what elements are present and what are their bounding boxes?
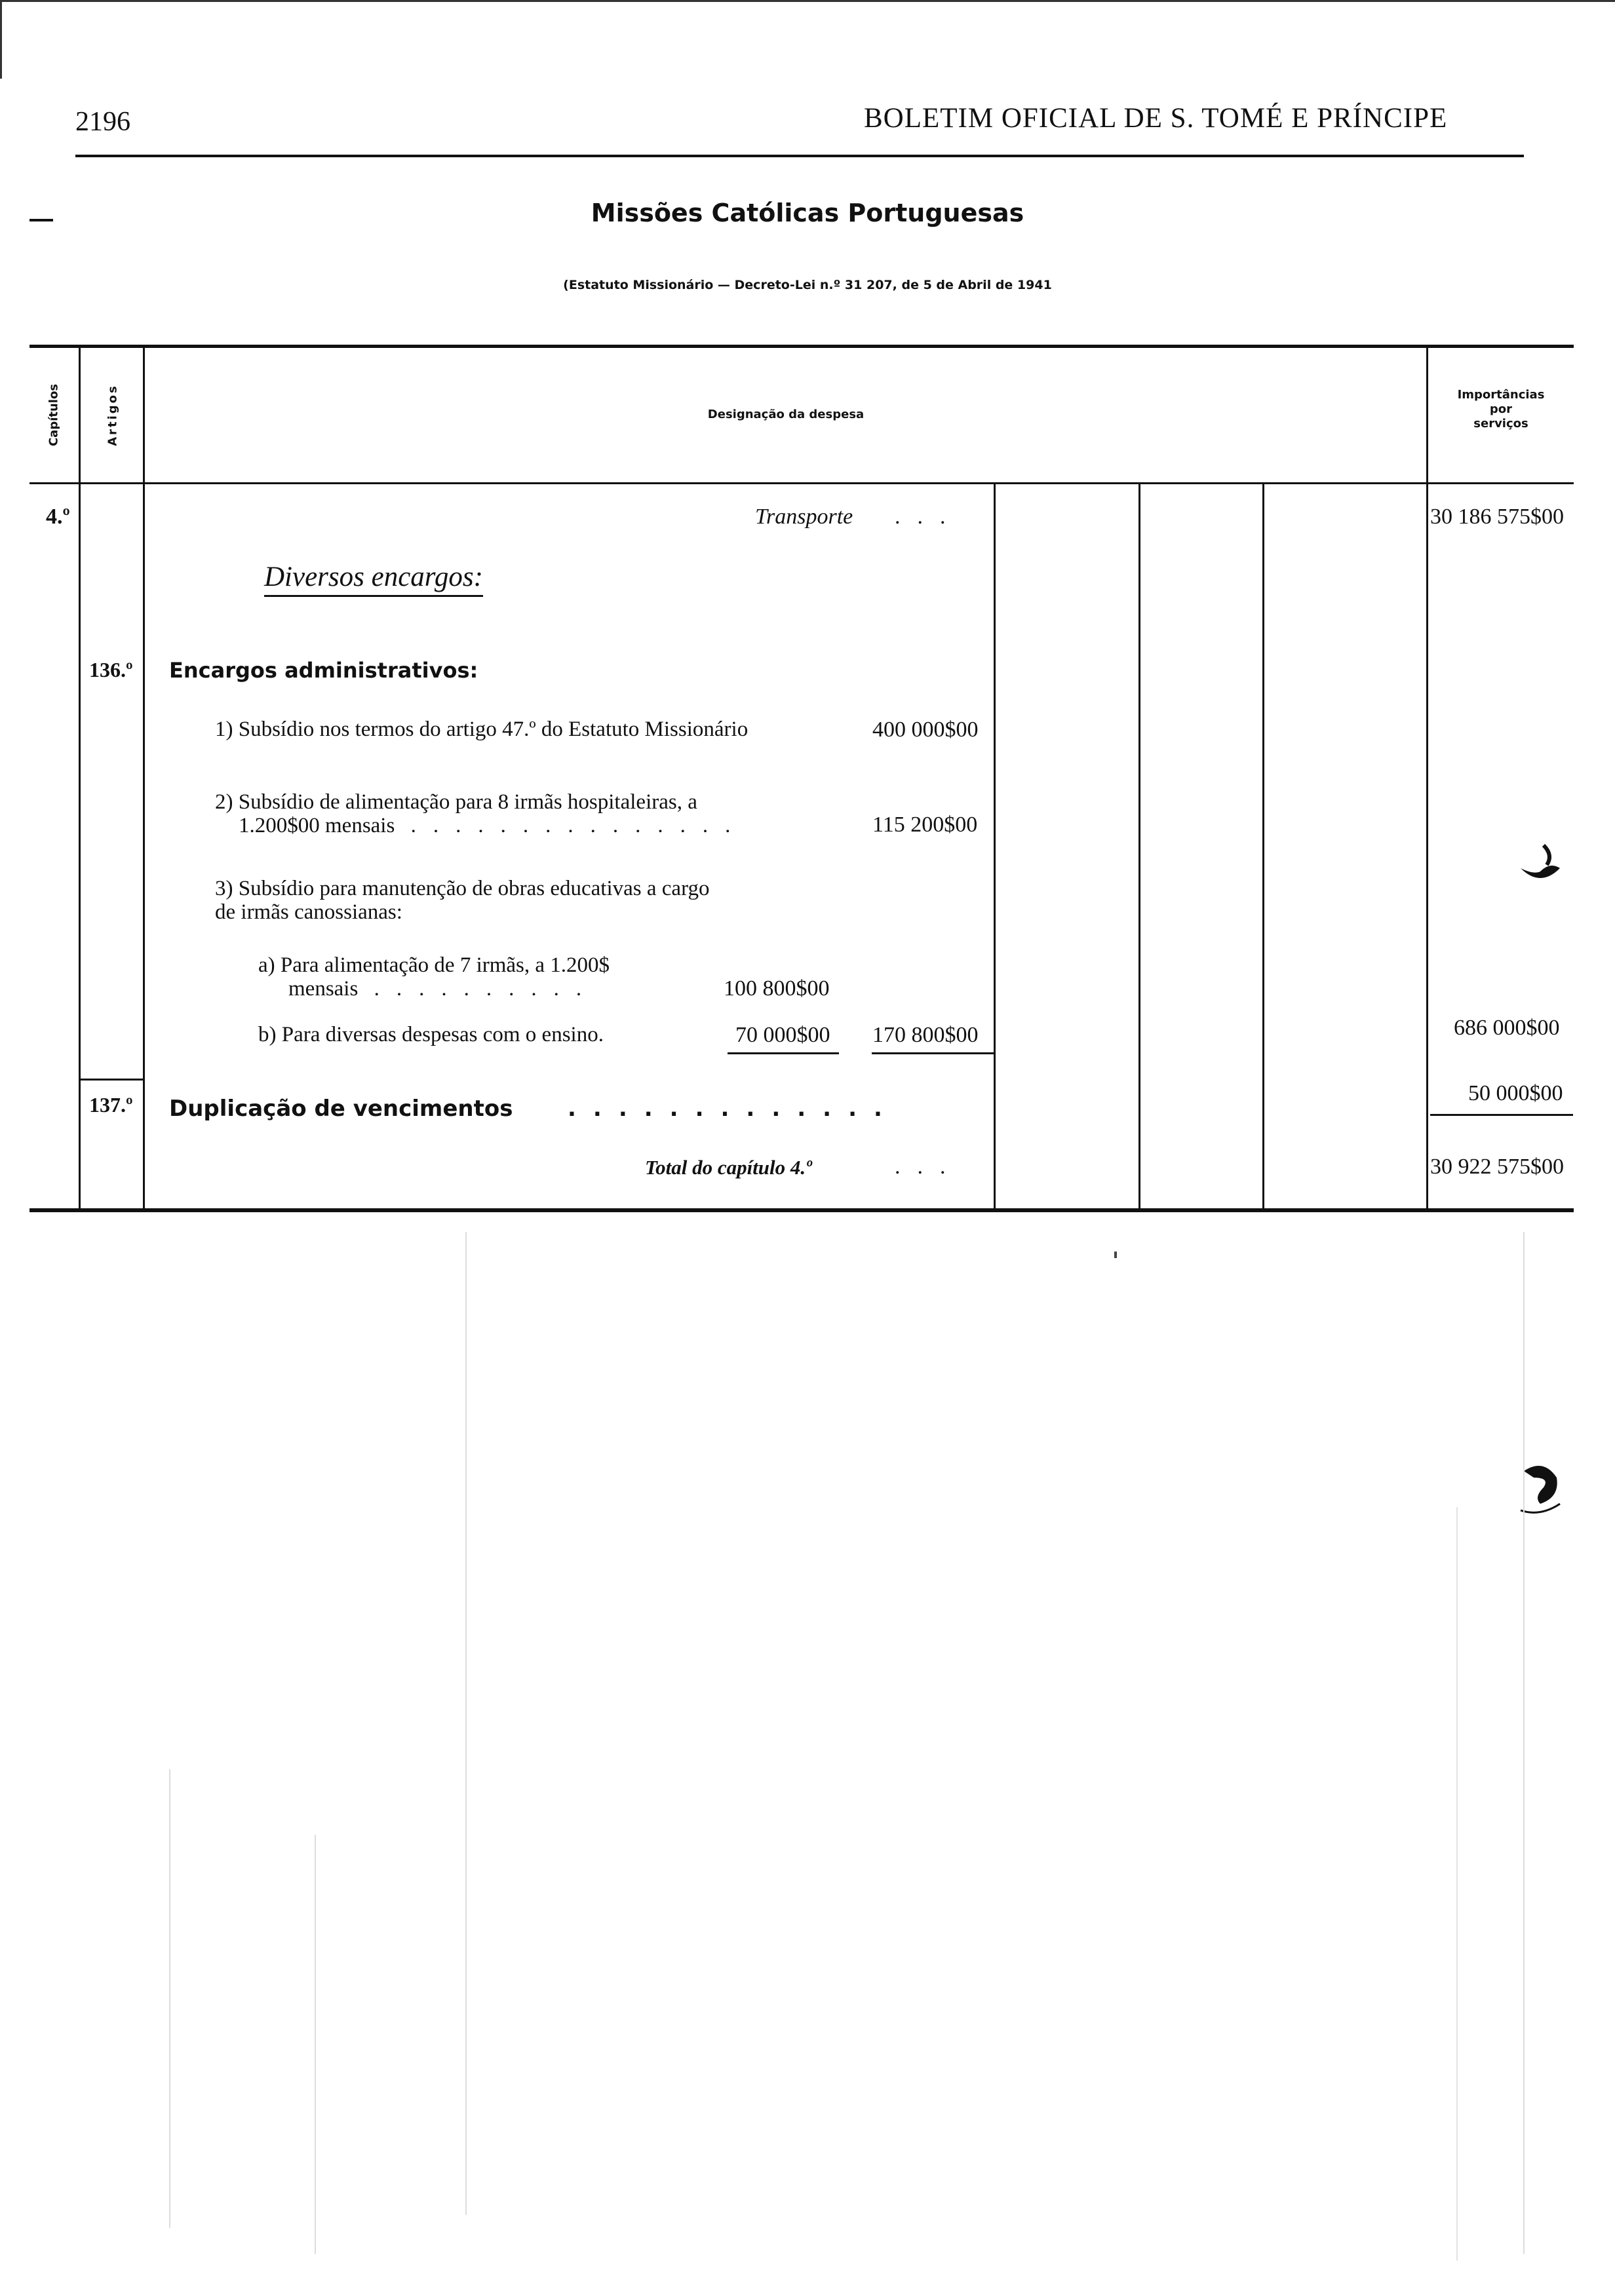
scan-streak	[315, 1835, 316, 2254]
section-subtitle: (Estatuto Missionário — Decreto-Lei n.º 31 207, de 5 de Abril de 1941	[563, 278, 1052, 292]
scan-streak	[169, 1769, 170, 2228]
total-value: 30 922 575$00	[1430, 1155, 1564, 1179]
margin-dash	[29, 219, 53, 221]
item1-value: 400 000$00	[872, 718, 979, 742]
scan-dot	[1114, 1252, 1117, 1258]
artigo-137-value: 50 000$00	[1468, 1081, 1563, 1105]
scan-streak	[1456, 1507, 1458, 2261]
artigo-137-underline	[1430, 1114, 1573, 1116]
item3a-text	[258, 953, 610, 1001]
header-importancias-line2: por	[1489, 402, 1513, 416]
page-number: 2196	[75, 107, 130, 137]
table-bottom-rule	[29, 1208, 1574, 1212]
header-artigos: Artigos	[106, 384, 120, 446]
total-label: Total do capítulo 4.º	[645, 1156, 812, 1179]
item2-line2: 1.200$00 mensais	[239, 814, 395, 837]
item3-line2: de irmãs canossianas:	[215, 900, 402, 924]
section-title: Missões Católicas Portuguesas	[591, 199, 1024, 227]
item3-line1: 3) Subsídio para manutenção de obras educativas a cargo	[215, 877, 710, 900]
capitulo-number: 4.º	[46, 505, 70, 529]
transporte-label: Transporte	[755, 505, 853, 529]
item2-value: 115 200$00	[872, 813, 978, 837]
scan-streak	[1523, 1232, 1525, 2254]
item3a-value: 100 800$00	[724, 976, 830, 1001]
item3a-leader: ..........	[374, 977, 599, 1001]
item2-line1: 2) Subsídio de alimentação para 8 irmãs hospitaleiras, a	[215, 790, 697, 814]
item3a-line1: a) Para alimentação de 7 irmãs, a 1.200$	[258, 953, 610, 977]
group-title: Diversos encargos:	[264, 560, 483, 597]
item3-total-underline	[872, 1052, 994, 1054]
running-title: BOLETIM OFICIAL DE S. TOMÉ E PRÍNCIPE	[864, 103, 1448, 134]
item3-text	[215, 877, 709, 924]
scan-streak	[465, 1232, 467, 2215]
scan-hole-mark-lower	[1514, 1458, 1566, 1517]
header-capitulos: Capítulos	[47, 383, 61, 447]
col-divider-subtotal	[1138, 484, 1140, 1210]
artigo-137-number: 137.º	[89, 1093, 133, 1117]
artigo-136-number: 136.º	[89, 658, 133, 681]
scan-hole-mark-upper	[1514, 842, 1566, 888]
header-importancias	[1429, 388, 1573, 431]
table-header-rule	[29, 482, 1574, 484]
header-importancias-line1: Importâncias	[1457, 388, 1545, 402]
item3-total: 170 800$00	[872, 1023, 979, 1047]
col-divider-subvalue	[994, 484, 996, 1210]
item3b-text: b) Para diversas despesas com o ensino.	[258, 1023, 604, 1046]
left-scan-edge	[0, 0, 2, 79]
item1-text: 1) Subsídio nos termos do artigo 47.º do Estatuto Missionário	[215, 718, 749, 741]
table-top-rule	[29, 345, 1574, 348]
item2-text	[215, 790, 747, 837]
top-scan-edge	[0, 0, 1615, 2]
articles-separator	[79, 1079, 145, 1081]
transporte-leader: ...	[895, 505, 963, 529]
item3a-line2: mensais	[288, 977, 359, 1001]
item3b-value: 70 000$00	[735, 1023, 830, 1047]
transporte-value: 30 186 575$00	[1430, 505, 1564, 529]
col-divider-artigo-total	[1262, 484, 1264, 1210]
total-leader: ...	[895, 1155, 963, 1179]
col-divider-importancias	[1426, 347, 1428, 1210]
artigo-136-title: Encargos administrativos:	[169, 658, 478, 683]
artigo-137-leader: .............	[568, 1096, 899, 1122]
artigo-136-total: 686 000$00	[1454, 1016, 1560, 1040]
header-rule	[75, 155, 1524, 157]
header-designacao: Designação da despesa	[707, 408, 865, 421]
artigo-137-title: Duplicação de vencimentos	[169, 1096, 513, 1122]
item3b-underline	[728, 1052, 839, 1054]
item2-leader: ...............	[410, 814, 748, 837]
header-importancias-line3: serviços	[1473, 417, 1528, 430]
